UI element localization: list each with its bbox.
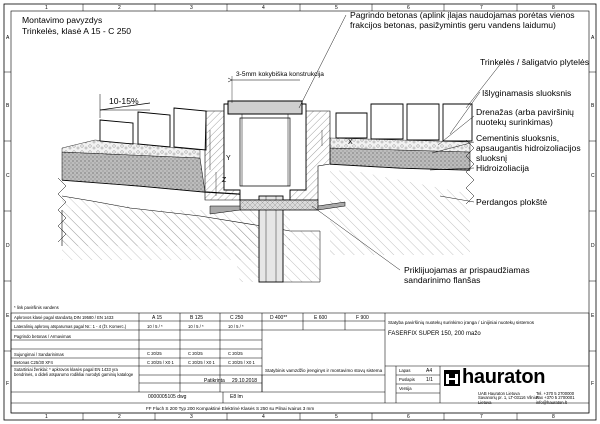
- page-value: 1/1: [426, 377, 433, 383]
- row-marker-d: D: [6, 243, 10, 249]
- row3-a: C 20/25: [147, 351, 162, 356]
- slab-body-right: [330, 170, 470, 255]
- dim-z-label: Z: [222, 177, 227, 184]
- flange-label: Priklijuojamas ar prispaudžiamas sandarinimo flanšas: [404, 265, 530, 285]
- slab-label: Perdangos plokštė: [476, 197, 548, 207]
- row-marker-b: B: [6, 103, 10, 109]
- product-name: FASERFIX SUPER 150, 200 mažo: [388, 331, 481, 337]
- product-description: Statybinis vamzdžio įrenginys ir montavimo stovų sistema: [265, 368, 383, 373]
- row-label-joints: Sujungimai / Sandarinimas: [14, 352, 64, 357]
- sheet-value: A4: [426, 368, 433, 374]
- row4-b: C 20/25 / X0 1: [188, 360, 215, 365]
- drawing-title: Montavimo pavyzdys: [22, 15, 103, 25]
- drawing-subtitle: Trinkelės, klasė A 15 - C 250: [22, 26, 132, 36]
- row-label-concrete: Betonas C25/30 XF4: [14, 360, 53, 365]
- dim-y-label: Y: [226, 155, 231, 162]
- row4-c: C 20/25 / X0 1: [228, 360, 255, 365]
- bottom-note: FF Fluch S 200 Typ 200 Kompaktinė Elektrinė Klasės S 250 su Pilnai Ivairus 3 mm: [146, 406, 315, 411]
- row-marker-f-right: F: [591, 381, 595, 387]
- class-e600: E 600: [314, 315, 328, 321]
- col-marker-1: 1: [45, 5, 48, 11]
- dim-x-label: X: [348, 139, 353, 146]
- col-marker-6-bottom: 6: [407, 414, 410, 420]
- col-marker-4: 4: [262, 5, 265, 11]
- col-marker-5: 5: [335, 5, 338, 11]
- pavers-label: Trinkelės / šaligatvio plytelės: [480, 57, 590, 67]
- company-logo-text: hauraton: [462, 366, 546, 388]
- row-marker-d-right: D: [591, 243, 595, 249]
- col-marker-7-bottom: 7: [480, 414, 483, 420]
- col-marker-7: 7: [480, 5, 483, 11]
- row-label-load-class: Apkrovos klasė pagal standartą DIN 19580 / EN 1433: [14, 315, 114, 320]
- col-marker-5-bottom: 5: [335, 414, 338, 420]
- row2-b: 10 / 5 / *: [188, 324, 204, 329]
- row3-c: C 20/25: [228, 351, 243, 356]
- row-label-notes: Sutartiniai ženklai: * apkrovos klasės pagal EN 1433 yra bendrinės, o dideli atsparumo rodikliai nurodyti gaminių kataloge: [14, 367, 134, 377]
- col-marker-4-bottom: 4: [262, 414, 265, 420]
- sealing-flange: [240, 200, 318, 210]
- hauraton-logo-mark: [444, 370, 460, 386]
- col-marker-2-bottom: 2: [118, 414, 121, 420]
- col-marker-2: 2: [118, 5, 121, 11]
- company-address: UAB Hauraton Lietuva Savanorių pr. 1, LT-03116 Vilnius Lietuva: [478, 391, 539, 405]
- row-marker-f: F: [6, 381, 10, 387]
- col-marker-6: 6: [407, 5, 410, 11]
- col-marker-8-bottom: 8: [552, 414, 555, 420]
- grating: [228, 101, 302, 114]
- row-label-lateral: Lateralinių apkrovų atsparumas pagal Nr.: 1 - 4 (žr. Komerc.): [14, 324, 127, 329]
- pavers-right: [336, 104, 472, 141]
- leveling-label: Išlyginamasis sluoksnis: [482, 88, 572, 98]
- sheet-label: Lapas: [399, 368, 411, 373]
- class-f900: F 900: [356, 315, 369, 321]
- page-label: Puslapis: [399, 377, 415, 382]
- row-label-base: Pagrindo betonas / Armavimas: [14, 334, 72, 339]
- row3-b: C 20/25: [188, 351, 203, 356]
- drawing-date: 29.10.2018: [232, 378, 258, 384]
- slope-label: 10-15%: [109, 96, 139, 106]
- row-marker-e: E: [6, 313, 10, 319]
- row4-a: C 20/25 / X0 1: [147, 360, 174, 365]
- scale-value: E8 lm: [230, 394, 243, 400]
- row-marker-e-right: E: [591, 313, 595, 319]
- version-label: Versija: [399, 386, 412, 391]
- company-contact: Tel. +370 5 2700000 Fax +370 5 2700001 info@hauraton.lt: [536, 391, 575, 405]
- row2-a: 10 / 5 / *: [147, 324, 163, 329]
- drainage-label: Drenažas (arba paviršinių nuotekų surinkimas): [476, 107, 574, 127]
- col-marker-8: 8: [552, 5, 555, 11]
- gap-label: 3-5mm kokybiška konstrukcija: [236, 71, 324, 78]
- product-header: Statyba paviršinių nuotekų surinkimo įranga / Linijiniai nuotekų sistemos: [388, 320, 535, 325]
- col-marker-1-bottom: 1: [45, 414, 48, 420]
- class-a15: A 15: [152, 315, 163, 321]
- row-marker-b-right: B: [591, 103, 595, 109]
- row-marker-a-right: A: [591, 35, 595, 41]
- col-marker-3: 3: [190, 5, 193, 11]
- row-marker-a: A: [6, 35, 10, 41]
- footnote: * link paviršinis vandens: [14, 305, 59, 310]
- class-b125: B 125: [190, 315, 204, 321]
- col-marker-3-bottom: 3: [190, 414, 193, 420]
- cement-label: Cementinis sluoksnis, apsaugantis hidroizoliacijos sluoksnį: [476, 133, 581, 163]
- base-concrete-label: Pagrindo betonas (aplink įlajas naudojamas porėtas vienos frakcijos betonas, pasižymintis geru vandens laidumu): [350, 10, 575, 30]
- row-marker-c-right: C: [591, 173, 595, 179]
- hydro-label: Hidroizoliacija: [476, 163, 530, 173]
- row-marker-c: C: [6, 173, 10, 179]
- row2-c: 10 / 5 / *: [228, 324, 244, 329]
- class-c250: C 250: [230, 315, 244, 321]
- doc-number: 0000005105 dwg: [148, 394, 187, 400]
- checked-label: Patikrinta: [204, 378, 225, 384]
- class-d400: D 400**: [270, 315, 288, 321]
